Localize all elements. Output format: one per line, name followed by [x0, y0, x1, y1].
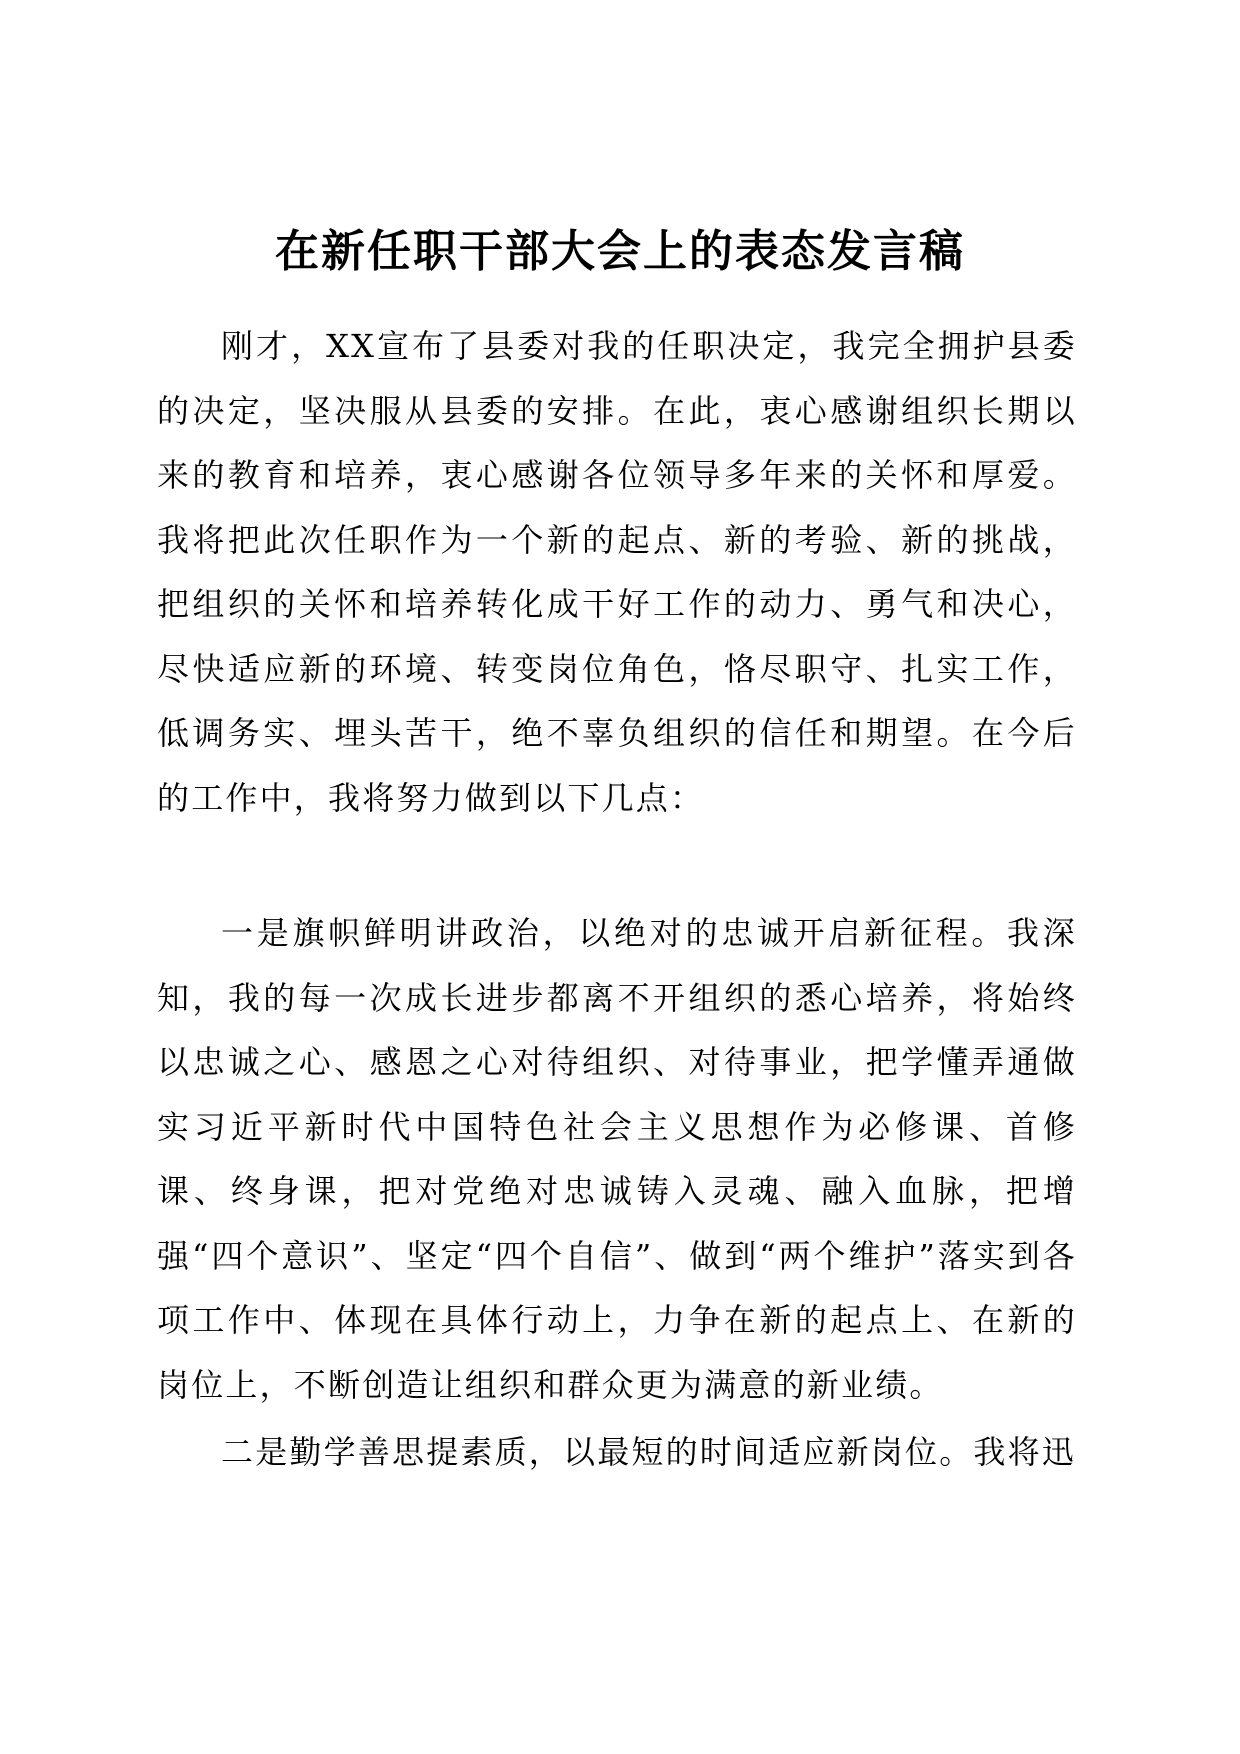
- document-title: 在新任职干部大会上的表态发言稿: [275, 226, 965, 277]
- paragraph-point-one: 一是旗帜鲜明讲政治，以绝对的忠诚开启新征程。我深知，我的每一次成长进步都离不开组织的悉心培养，将始终以忠诚之心、感恩之心对待组织、对待事业，把学懂弄通做实习近平新时代中国特色社会主义思想作为必修课、首修课、终身课，把对党绝对忠诚铸入灵魂、融入血脉，把增强“四个意识”、坚定“四个自信”、做到“两个维护”落实到各项工作中、体现在具体行动上，力争在新的起点上、在新的岗位上，不断创造让组织和群众更为满意的新业绩。: [157, 914, 1077, 1404]
- paragraph-point-two: 二是勤学善思提素质，以最短的时间适应新岗位。我将迅: [221, 1433, 1077, 1471]
- paragraph-opening: 刚才，XX宣布了县委对我的任职决定，我完全拥护县委的决定，坚决服从县委的安排。在此，衷心感谢组织长期以来的教育和培养，衷心感谢各位领导多年来的关怀和厚爱。我将把此次任职作为一个新的起点、新的考验、新的挑战，把组织的关怀和培养转化成干好工作的动力、勇气和决心，尽快适应新的环境、转变岗位角色，恪尽职守、扎实工作，低调务实、埋头苦干，绝不辜负组织的信任和期望。在今后的工作中，我将努力做到以下几点：: [157, 327, 1077, 817]
